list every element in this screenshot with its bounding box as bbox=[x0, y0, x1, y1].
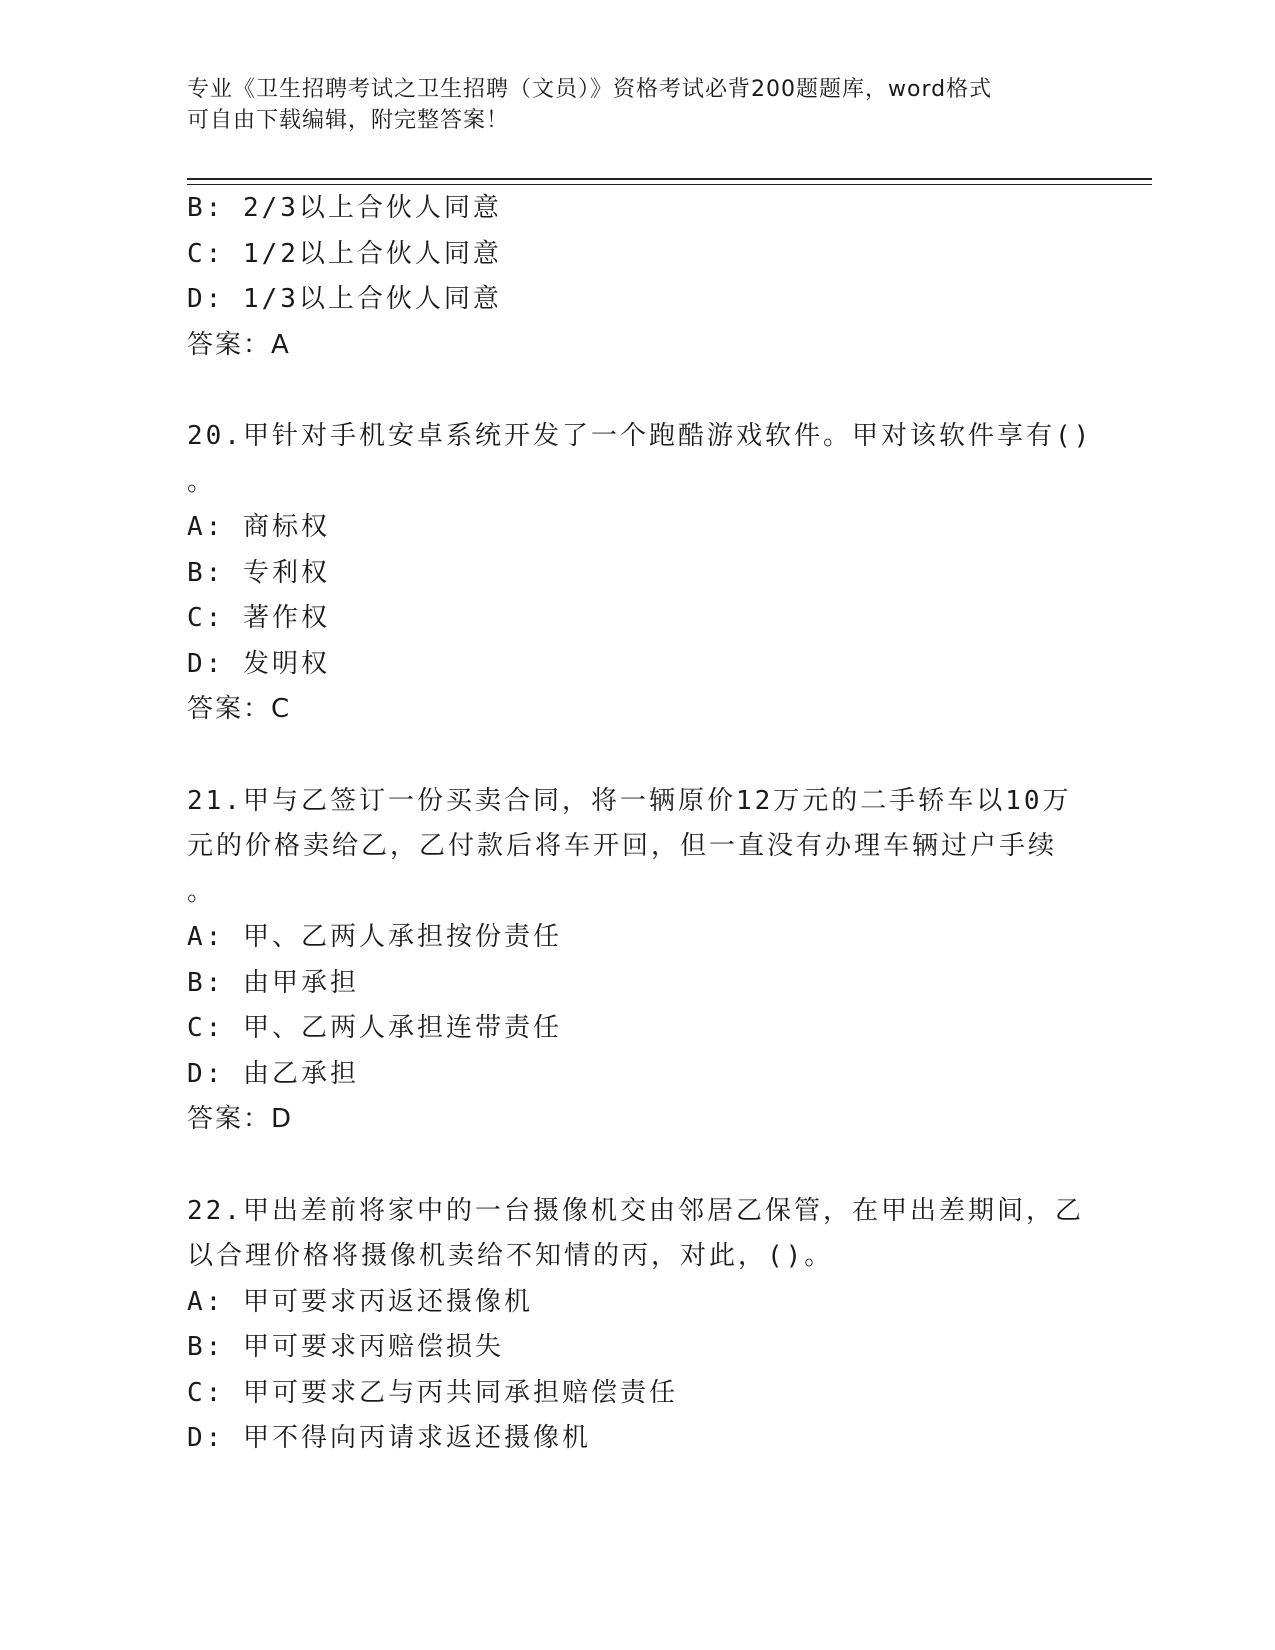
spacer bbox=[187, 1143, 1087, 1189]
question-19-continued bbox=[187, 186, 1087, 368]
option-b: B: 专利权 bbox=[187, 557, 330, 588]
answer-line: 答案：D bbox=[187, 1104, 294, 1134]
stem-line: 元的价格卖给乙，乙付款后将车开回，但一直没有办理车辆过户手续 bbox=[187, 831, 1058, 861]
option-a: A: 商标权 bbox=[187, 512, 330, 542]
option-b: B: 甲可要求丙赔偿损失 bbox=[187, 1332, 504, 1362]
question-21 bbox=[187, 779, 1087, 1143]
question-stem bbox=[187, 779, 1087, 916]
option-a: A: 甲可要求丙返还摄像机 bbox=[187, 1286, 533, 1317]
option-d: D: 1/3以上合伙人同意 bbox=[187, 284, 502, 314]
header-title-line-2: 可自由下载编辑，附完整答案！ bbox=[187, 108, 510, 133]
answer-line: 答案：A bbox=[187, 329, 291, 360]
option-c: C: 1/2以上合伙人同意 bbox=[187, 238, 502, 269]
header-title-line-1: 专业《卫生招聘考试之卫生招聘（文员）》资格考试必背200题题库，word格式 bbox=[187, 77, 993, 102]
option-c: C: 甲可要求乙与丙共同承担赔偿责任 bbox=[187, 1377, 678, 1408]
question-content bbox=[187, 186, 1093, 1462]
header-divider-thick bbox=[187, 178, 1152, 180]
spacer bbox=[187, 733, 1087, 779]
option-d: D: 甲不得向丙请求返还摄像机 bbox=[187, 1423, 591, 1453]
question-stem bbox=[187, 414, 1093, 505]
stem-line: 以合理价格将摄像机卖给不知情的丙，对此，()。 bbox=[187, 1241, 834, 1271]
option-c: C: 著作权 bbox=[187, 603, 330, 633]
document-header bbox=[187, 74, 1067, 136]
stem-line: 。 bbox=[187, 466, 217, 497]
option-b: B: 2/3以上合伙人同意 bbox=[187, 193, 502, 223]
question-stem bbox=[187, 1189, 1087, 1280]
stem-line: 。 bbox=[187, 876, 217, 907]
header-divider-thin bbox=[187, 184, 1152, 185]
option-d: D: 发明权 bbox=[187, 648, 330, 679]
option-b: B: 由甲承担 bbox=[187, 967, 359, 998]
stem-line: 22.甲出差前将家中的一台摄像机交由邻居乙保管，在甲出差期间，乙 bbox=[187, 1195, 1084, 1226]
spacer bbox=[187, 368, 1087, 414]
option-d: D: 由乙承担 bbox=[187, 1058, 359, 1089]
question-20 bbox=[187, 414, 1093, 733]
option-c: C: 甲、乙两人承担连带责任 bbox=[187, 1013, 562, 1043]
answer-line: 答案：C bbox=[187, 694, 292, 724]
stem-line: 21.甲与乙签订一份买卖合同，将一辆原价12万元的二手轿车以10万 bbox=[187, 785, 1072, 816]
question-22 bbox=[187, 1189, 1087, 1462]
option-a: A: 甲、乙两人承担按份责任 bbox=[187, 922, 562, 952]
stem-line: 20.甲针对手机安卓系统开发了一个跑酷游戏软件。甲对该软件享有() bbox=[187, 421, 1093, 451]
